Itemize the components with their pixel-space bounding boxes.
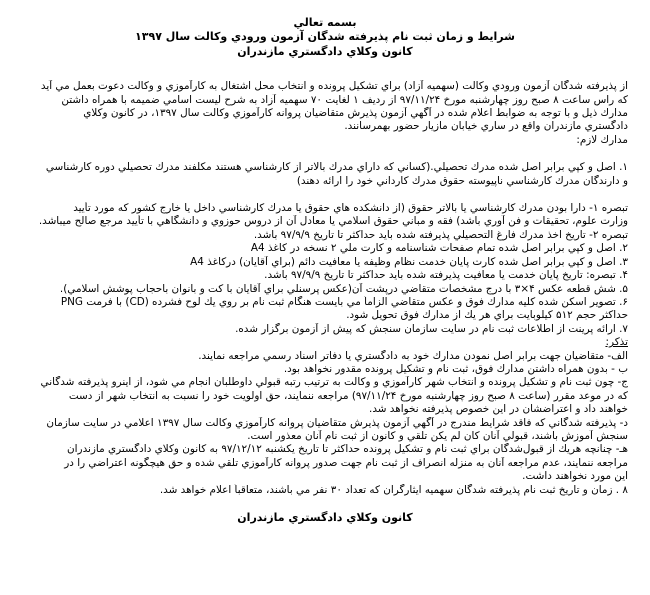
note-line: وزارت علوم، تحقيقات و فن آوري باشد) فقه و مباني حقوق اسلامي يا معادل آن از دروس حوزوي و دانشگاهي با تأييد مرجع صالح ميباشد. [38, 215, 628, 228]
reminder-b: ب - بدون همراه داشتن مدارك فوق، ثبت نام و تشكيل پرونده مقدور نخواهد بود. [283, 362, 628, 375]
item-1 [22, 161, 628, 188]
reminder-c: ج- چون ثبت نام و تشكيل پرونده و انتخاب شهر كارآموزي و وكالت به ترتيب رتبه قبولي داوطلبان انجام مي شود، از اينرو پذيرفته شدگاني [40, 376, 628, 389]
reminder-d: د- پذيرفته شدگاني كه فاقد شرايط مندرج در آگهي آزمون پذيرش متقاضيان پروانه كارآموزي وكالت سال ۱۳۹۷ اعلامي در سايت سازمان [46, 416, 628, 429]
item-4: ۴. تبصره: تاريخ پايان خدمت يا معافيت پذيرفته شده بايد حداكثر تا تاريخ ۹۷/۹/۹ باشد. [264, 269, 628, 282]
reminders-label: تذكر: [605, 336, 628, 349]
item-line: و دارندگان مدرك كارشناسي ناپيوسته حقوق مدرك كارداني خود را ارائه دهند) [296, 174, 628, 187]
reminders-block [22, 336, 628, 497]
intro-line: كه راس ساعت ۸ صبح روز چهارشنبه مورخ ۹۷/۱۱/۲۴ از رديف ۱ لغايت ۷۰ سهميه آزاد به شرح ليست اسامي ضميمه با همراه داشتن [61, 93, 628, 106]
notes-block-1 [22, 202, 628, 242]
intro-line: دادگستري مازندران واقع در ساري خيابان مازيار حضور بهمرسانند. [344, 120, 628, 133]
reminder-e: هـ- چنانچه هريك از قبول‌شدگان براي ثبت نام و تشكيل پرونده حداكثر تا تاريخ يكشنبه ۹۷/۱۲/۱۲ به كانون وكلاي دادگستري مازندران [67, 443, 628, 456]
item-2: ۲. اصل و كپي برابر اصل شده تمام صفحات شناسنامه و كارت ملي ۲ نسخه در كاغذ A4 [250, 242, 628, 255]
reminder-a: الف- متقاضيان جهت برابر اصل نمودن مدارك خود به دادگستري يا دفاتر اسناد رسمي مراجعه نمايند. [198, 349, 628, 362]
item-6: ۶. تصوير اسكن شده كليه مدارك فوق و عكس متقاضي الزاماً مي بايست هنگام ثبت نام بر روي يك لوح فشرده (CD) با فرمت PNG [60, 295, 628, 308]
item-line: ۱. اصل و كپي برابر اصل شده مدرك تحصيلي.(كساني كه داراي مدرك بالاتر از كارشناسي هستند مكلفند مدرك تحصيلي دوره كارشناسي [45, 161, 628, 174]
note-line: تبصره ۱- دارا بودن مدرك كارشناسي يا بالاتر حقوق (از دانشكده هاي حقوق يا مدرك كارشناسي داخل يا خارج كشور كه مورد تأييد [73, 202, 628, 215]
item-7: ۷. ارائه پرينت از اطلاعات ثبت نام در سايت سازمان سنجش كه پيش از آزمون برگزار شده. [235, 322, 628, 335]
reminder-d: سنجش آموزش باشند، قبولي آنان كان لم يكن تلقي و كانون از ثبت نام آنان معذور است. [247, 429, 628, 442]
reminder-e: اين مورد نخواهند داشت. [522, 470, 628, 483]
item-5: ۵. شش قطعه عكس ۴×۳ با درج مشخصات متقاضي درپشت آن(عكس پرسنلي براي آقايان با كت و بانوان باحجاب پوشش اسلامي). [59, 282, 628, 295]
intro-paragraph [22, 80, 628, 147]
item-3: ۳. اصل و كپي برابر اصل شده كارت پايان خدمت نظام وظيفه يا معافيت دائم (براي آقايان) دركاغذ A4 [190, 255, 628, 268]
note-line: تبصره ۲- تاريخ اخذ مدرك فارغ التحصيلي پذيرفته شده بايد حداكثر تا تاريخ ۹۷/۹/۹ باشد. [253, 228, 628, 241]
reminder-c: خواهند داد و اعتراضشان در اين خصوص پذيرفته نخواهد شد. [369, 403, 628, 416]
items-list [22, 242, 628, 336]
required-docs-label: مدارك لازم: [576, 133, 628, 146]
basmala: بسمه تعالي [293, 16, 357, 29]
reminder-e: مراجعه ننمايند، عدم مراجعه آنان به منزله انصراف از ثبت نام جهت صدور پروانه كارآموزي تلقي شده و حق هيچگونه اعتراضي را در [64, 456, 628, 469]
reminder-c: كه در موعد مقرر (ساعت ۸ صبح روز چهارشنبه مورخ ۹۷/۱۱/۲۴) مراجعه ننمايند، حق اولويت خود را نسبت به انتخاب شهر از دست [68, 389, 628, 402]
intro-line: از پذيرفته شدگان آزمون ورودي وكالت (سهميه آزاد) براي تشكيل پرونده و انتخاب محل اشتغال به كارآموزي و وكالت دعوت بعمل مي آيد [40, 80, 628, 93]
item-6-cont: حداكثر حجم ۵۱۲ كيلوبايت براي هر يك از مدارك فوق تحويل شود. [346, 309, 628, 322]
item-8: ۸ . زمان و تاريخ ثبت نام پذيرفته شدگان سهميه ايثارگران كه تعداد ۳۰ نفر مي باشند، متعاقباً اعلام خواهد شد. [159, 483, 628, 496]
intro-line: مدارك ذيل و با توجه به ضوابط اعلام شده در آگهي آزمون پذيرش متقاضيان پروانه كارآموزي وكالت سال ۱۳۹۷، در كانون وكلاي [83, 107, 628, 120]
organization-name: كانون وكلاي دادگستري مازندران [237, 44, 413, 58]
footer-signature: كانون وكلاي دادگستري مازندران [237, 511, 413, 524]
document-title: شرايط و زمان ثبت نام پذيرفته شدگان آزمون ورودي وكالت سال ۱۳۹۷ [135, 30, 515, 44]
